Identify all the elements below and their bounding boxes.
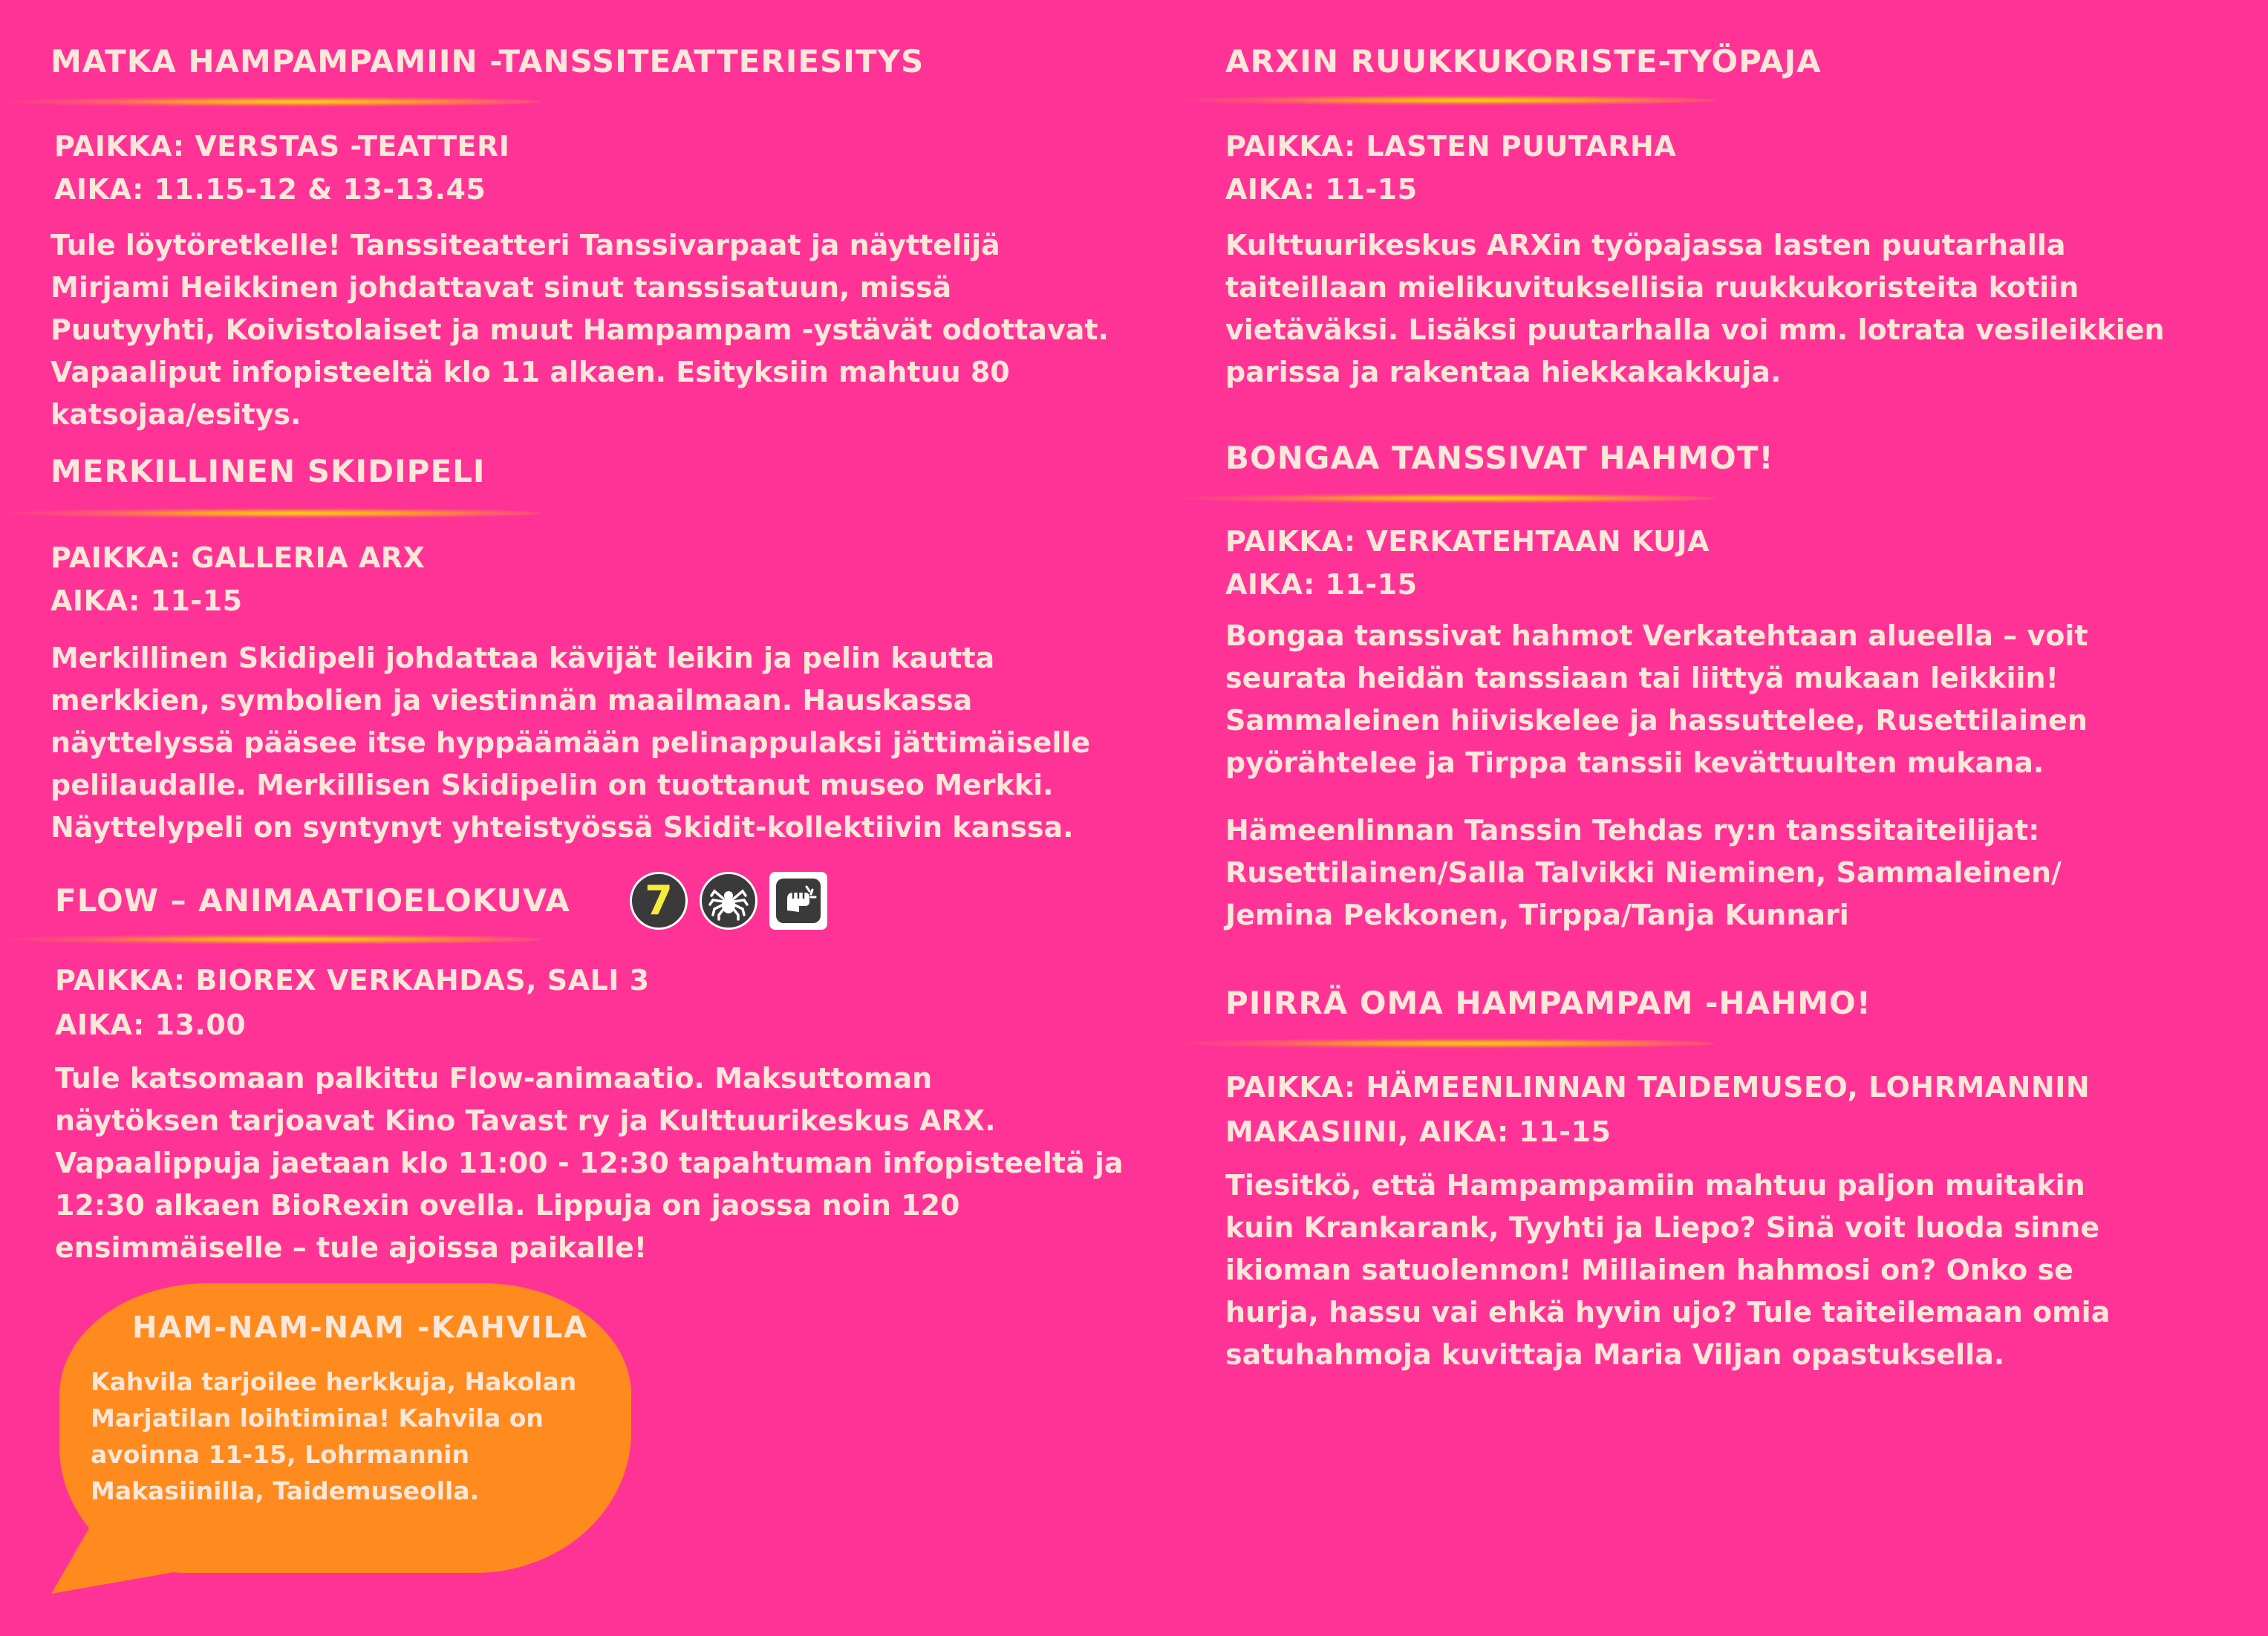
cafe-section [91, 1313, 610, 1509]
time-label: AIKA: 11-15 [50, 584, 243, 617]
section-title: BONGAA TANSSIVAT HAHMOT! [1225, 440, 1774, 476]
description-line: katsojaa/esitys. [50, 398, 302, 431]
description-line: taiteillaan mielikuvituksellisia ruukkukoristeita kotiin [1225, 271, 2079, 304]
description-line: 12:30 alkaen BioRexin ovella. Lippuja on jaossa noin 120 [55, 1189, 960, 1222]
section-bongaa-tanssivat-hahmot [1225, 440, 2243, 931]
description-line: vietäväksi. Lisäksi puutarhalla voi mm. lotrata vesileikkien [1225, 313, 2165, 346]
description-line: näyttelyssä pääsee itse hyppäämään pelinappulaksi jättimäiselle [50, 726, 1091, 759]
credits-line: Jemina Pekkonen, Tirppa/Tanja Kunnari [1225, 899, 1849, 931]
age-7-icon: 7 [630, 872, 688, 930]
place-label: PAIKKA: HÄMEENLINNAN TAIDEMUSEO, LOHRMANNIN [1225, 1071, 2091, 1104]
cafe-text-line: avoinna 11-15, Lohrmannin [91, 1440, 469, 1469]
title-underline-glow [1181, 95, 1715, 105]
description-line: kuin Krankarank, Tyyhti ja Liepo? Sinä voit luoda sinne [1225, 1211, 2100, 1244]
section-flow-animaatioelokuva [50, 877, 1164, 1264]
cafe-text-line: Marjatilan loihtimina! Kahvila on [91, 1404, 544, 1433]
description-line: näytöksen tarjoavat Kino Tavast ry ja Kulttuurikeskus ARX. [55, 1104, 996, 1137]
description-line: pelilaudalle. Merkillisen Skidipelin on tuottanut museo Merkki. [50, 769, 1054, 801]
description-line: Vapaaliput infopisteeltä klo 11 alkaen. Esityksiin mahtuu 80 [50, 356, 1010, 388]
description-line: Tule katsomaan palkittu Flow-animaatio. Maksuttoman [55, 1062, 933, 1095]
place-label: PAIKKA: VERKATEHTAAN KUJA [1225, 525, 1710, 558]
section-title: MERKILLINEN SKIDIPELI [50, 453, 486, 489]
description-line: ikioman satuolennon! Millainen hahmosi on? Onko se [1225, 1254, 2073, 1286]
section-title: PIIRRÄ OMA HAMPAMPAM -HAHMO! [1225, 985, 1871, 1021]
cafe-text-line: Makasiinilla, Taidemuseolla. [91, 1476, 480, 1505]
description-line: Puutyyhti, Koivistolaiset ja muut Hampampam -ystävät odottavat. [50, 313, 1109, 346]
title-underline-glow [6, 97, 541, 107]
description-line: ensimmäiselle – tule ajoissa paikalle! [55, 1231, 648, 1264]
description-line: satuhahmoja kuvittaja Maria Viljan opastuksella. [1225, 1338, 2005, 1371]
section-merkillinen-skidipeli [50, 453, 1164, 844]
description-line: pyörähtelee ja Tirppa tanssii kevättuulten mukana. [1225, 746, 2044, 779]
section-title: ARXIN RUUKKUKORISTE-TYÖPAJA [1225, 43, 1822, 79]
place-time-label: MAKASIINI, AIKA: 11-15 [1225, 1115, 1612, 1148]
cafe-text-line: Kahvila tarjoilee herkkuja, Hakolan [91, 1367, 577, 1396]
violence-fist-icon [769, 872, 827, 930]
cafe-title: HAM-NAM-NAM -KAHVILA [132, 1311, 589, 1345]
description-line: merkkien, symbolien ja viestinnän maailmaan. Hauskassa [50, 684, 973, 717]
time-label: AIKA: 11-15 [1225, 173, 1418, 206]
spider-fear-icon [700, 872, 757, 930]
description-line: Kulttuurikeskus ARXin työpajassa lasten puutarhalla [1225, 229, 2066, 261]
place-label: PAIKKA: LASTEN PUUTARHA [1225, 130, 1677, 163]
place-label: PAIKKA: GALLERIA ARX [50, 541, 426, 574]
description-line: Tiesitkö, että Hampampamiin mahtuu paljon muitakin [1225, 1169, 2085, 1202]
credits-line: Hämeenlinnan Tanssin Tehdas ry:n tanssitaiteilijat: [1225, 814, 2040, 847]
title-underline-glow [6, 934, 541, 945]
description-line: Sammaleinen hiiviskelee ja hassuttelee, Rusettilainen [1225, 704, 2088, 737]
age-rating-badges [630, 872, 827, 930]
section-title: MATKA HAMPAMPAMIIN -TANSSITEATTERIESITYS [50, 43, 925, 79]
description-line: seurata heidän tanssiaan tai liittyä mukaan leikkiin! [1225, 662, 2059, 694]
place-label: PAIKKA: VERSTAS -TEATTERI [54, 130, 510, 163]
description-line: Vapaalippuja jaetaan klo 11:00 - 12:30 tapahtuman infopisteeltä ja [55, 1147, 1124, 1179]
section-ruukkukoriste-tyopaja [1225, 43, 2243, 388]
title-underline-glow [1181, 1038, 1715, 1049]
description-line: parissa ja rakentaa hiekkakakkuja. [1225, 356, 1782, 388]
title-underline-glow [1181, 493, 1715, 503]
time-label: AIKA: 11.15-12 & 13-13.45 [54, 173, 486, 206]
section-title: FLOW – ANIMAATIOELOKUVA [55, 882, 570, 919]
description-line: hurja, hassu vai ehkä hyvin ujo? Tule taiteilemaan omia [1225, 1296, 2111, 1329]
description-line: Mirjami Heikkinen johdattavat sinut tanssisatuun, missä [50, 271, 952, 304]
description-line: Tule löytöretkelle! Tanssiteatteri Tanssivarpaat ja näyttelijä [50, 229, 1000, 261]
credits-line: Rusettilainen/Salla Talvikki Nieminen, Sammaleinen/ [1225, 856, 2062, 889]
description-line: Bongaa tanssivat hahmot Verkatehtaan alueella – voit [1225, 619, 2088, 652]
description-line: Merkillinen Skidipeli johdattaa kävijät leikin ja pelin kautta [50, 642, 995, 674]
time-label: AIKA: 13.00 [55, 1008, 247, 1041]
section-piirra-oma-hahmo [1225, 985, 2243, 1371]
place-label: PAIKKA: BIOREX VERKAHDAS, SALI 3 [55, 964, 650, 997]
description-line: Näyttelypeli on syntynyt yhteistyössä Skidit-kollektiivin kanssa. [50, 811, 1074, 844]
section-matka-hampampamiin [50, 43, 1164, 431]
time-label: AIKA: 11-15 [1225, 568, 1418, 601]
title-underline-glow [6, 508, 541, 518]
